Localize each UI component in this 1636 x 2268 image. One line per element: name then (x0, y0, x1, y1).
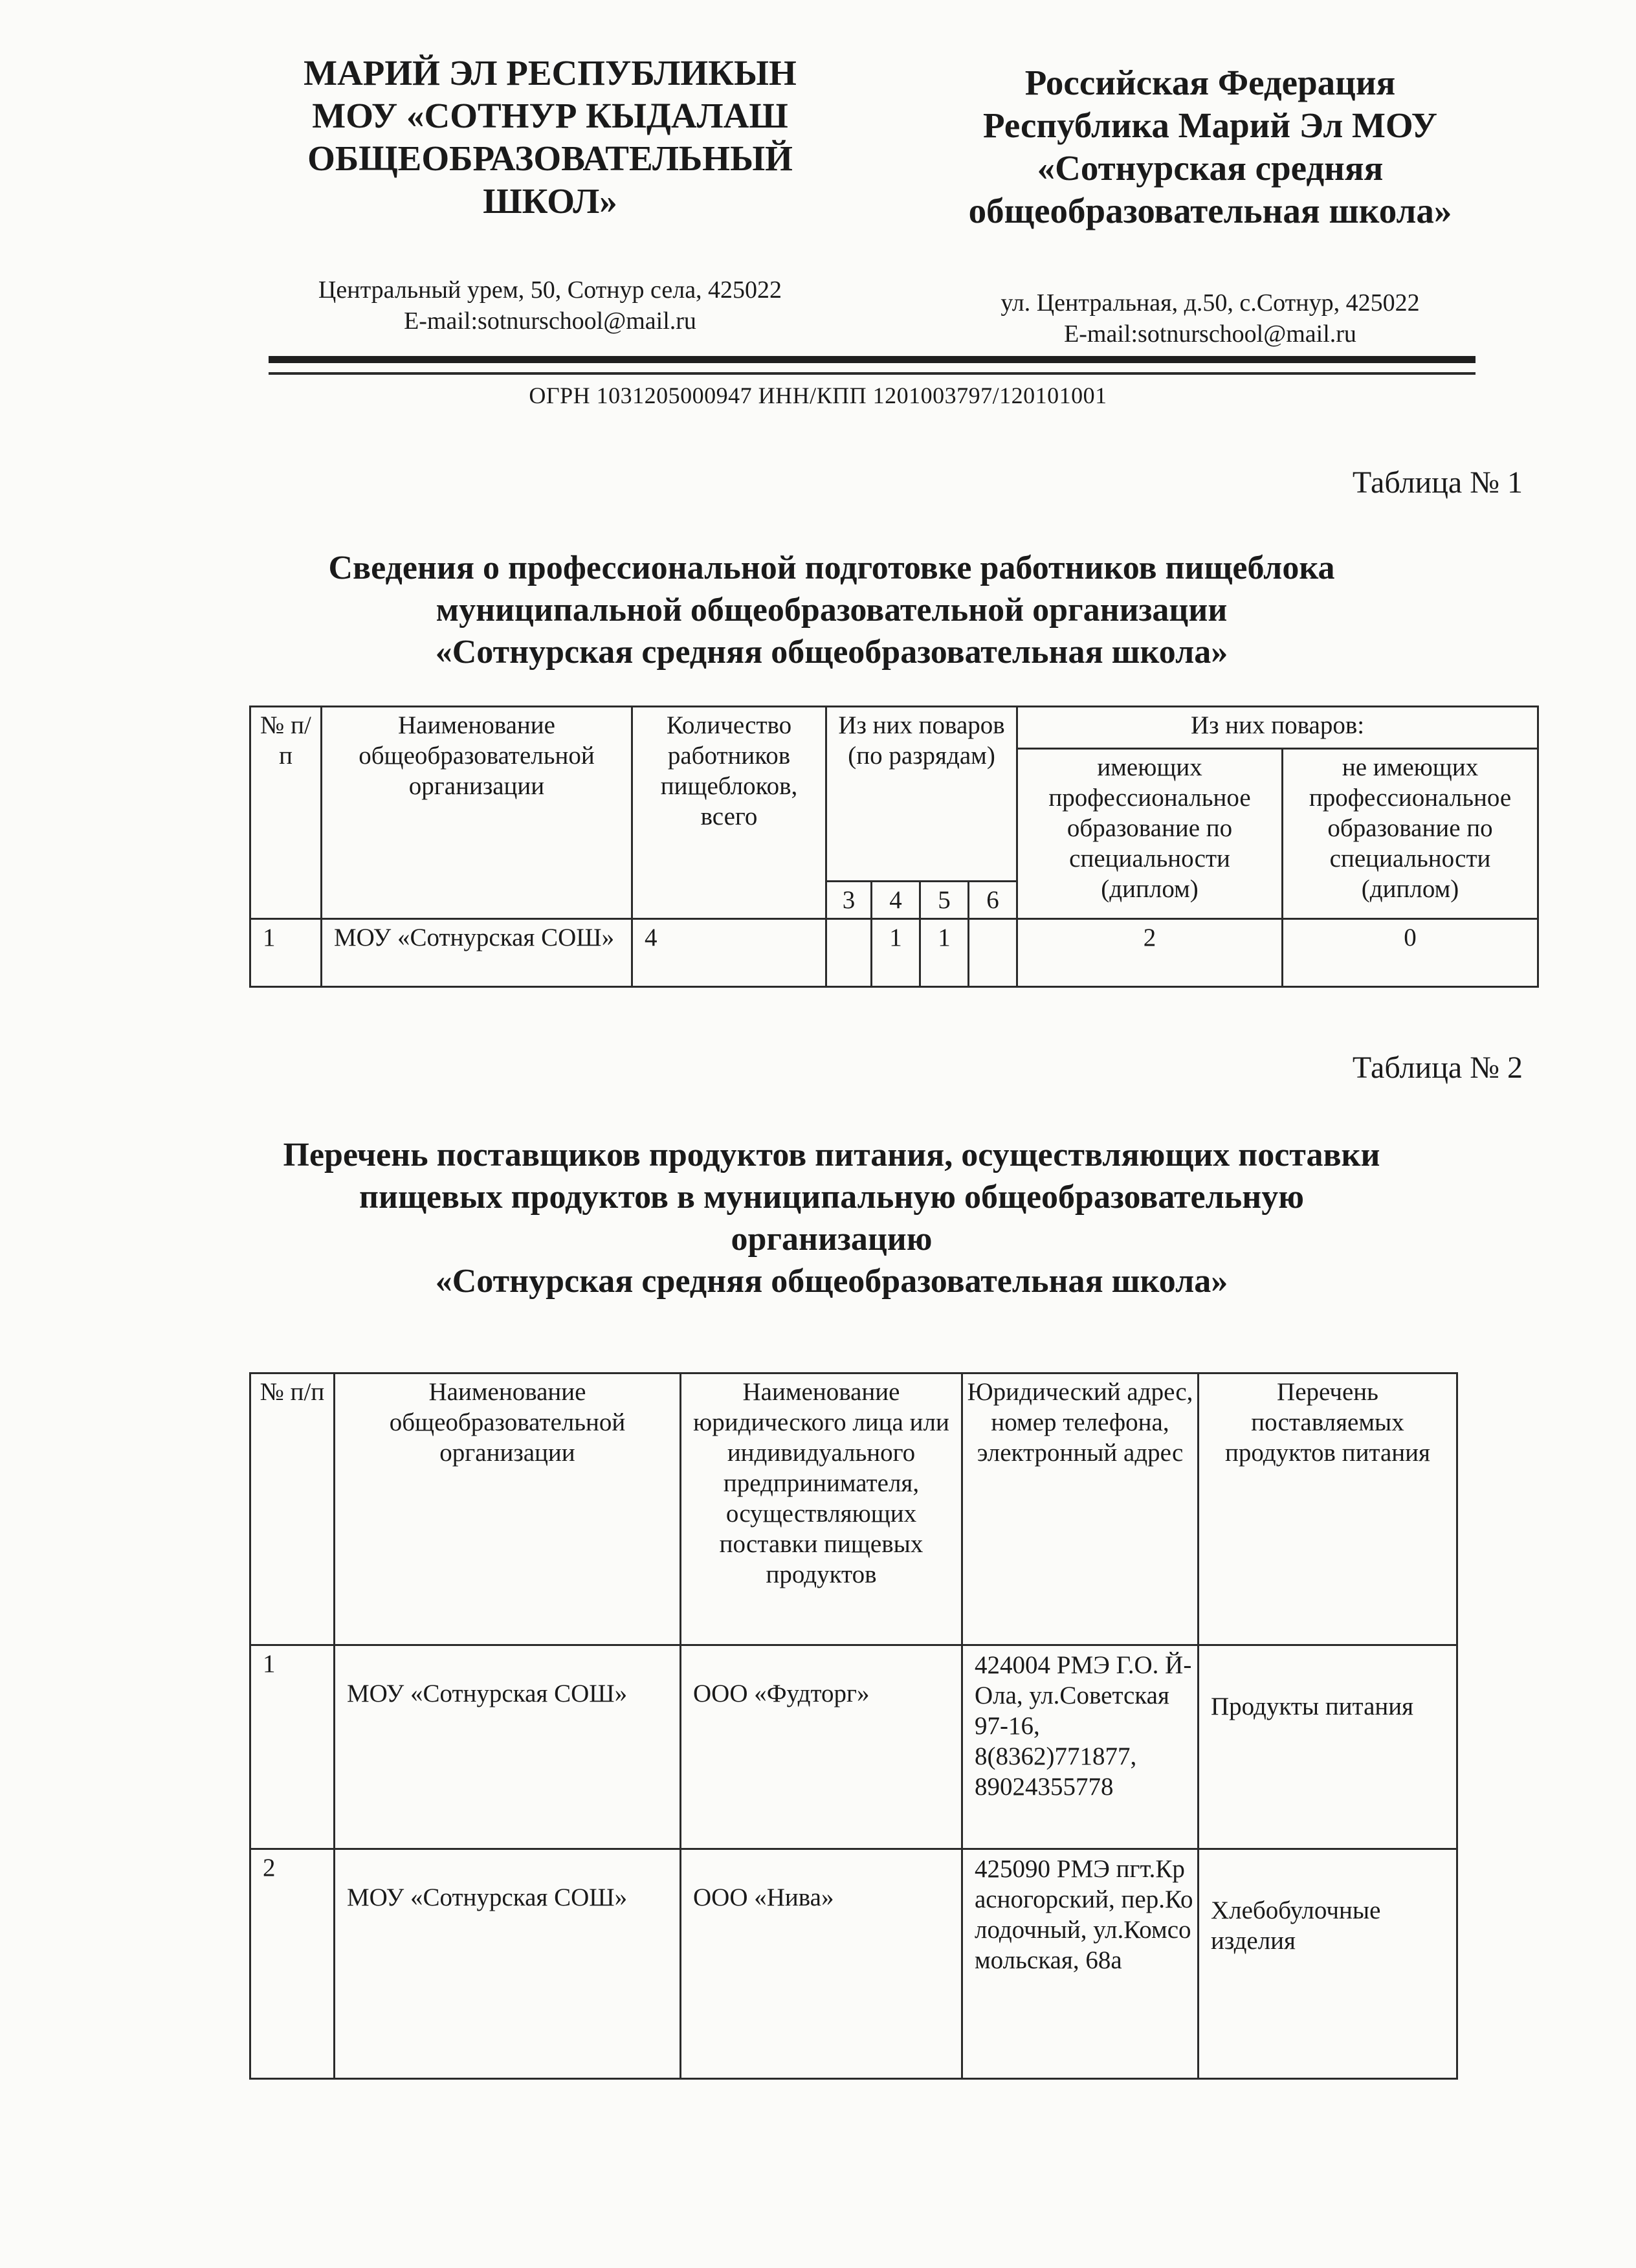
letterhead-left-address: Центральный урем, 50, Сотнур села, 425022 E-mail:sotnurschool@mail.ru (318, 276, 782, 335)
table2 (249, 1372, 1458, 2080)
table1 (249, 706, 1539, 988)
table2-header-products: Перечень поставляемых продуктов питания (1199, 1373, 1457, 1645)
letterhead-left-title: МАРИЙ ЭЛ РЕСПУБЛИКЫН МОУ «СОТНУР КЫДАЛАШ ОБЩЕОБРАЗОВАТЕЛЬНЫЙ ШКОЛ» (304, 53, 797, 221)
table1-cell-g4: 1 (872, 919, 920, 987)
letterhead-right-title: Российская Федерация Республика Марий Эл МОУ «Сотнурская средняя общеобразовательная школа» (968, 63, 1452, 230)
table1-cell-g3 (826, 919, 872, 987)
table1-cell-g6 (969, 919, 1017, 987)
table2-heading: Перечень поставщиков продуктов питания, осуществляющих поставки пищевых продуктов в муниципальную общеобразовательную организацию «Сотнурская средняя общеобразовательная школа» (283, 1137, 1380, 1300)
letterhead-divider-thick (269, 356, 1476, 363)
table2-cell-address: 424004 РМЭ Г.О. Й-Ола, ул.Советская 97-16, 8(8362)771877, 89024355778 (962, 1645, 1199, 1849)
table2-cell-org: МОУ «Сотнурская СОШ» (335, 1645, 681, 1849)
table1-grade-3: 3 (826, 882, 872, 919)
table2-cell-products: Продукты питания (1199, 1645, 1457, 1849)
table1-number: Таблица № 1 (1352, 465, 1523, 500)
table1-heading: Сведения о профессиональной подготовке работников пищеблока муниципальной общеобразовательной организации «Сотнурская средняя общеобразовательная школа» (328, 550, 1335, 671)
table2-cell-supplier: ООО «Фудторг» (681, 1645, 962, 1849)
table1-header-with-edu: имеющих профессиональное образование по специальности (диплом) (1017, 749, 1283, 919)
table2-header-num: № п/п (250, 1373, 335, 1645)
table1-cell-org: МОУ «Сотнурская СОШ» (322, 919, 632, 987)
table1-cell-count: 4 (632, 919, 826, 987)
table2-cell-org: МОУ «Сотнурская СОШ» (335, 1849, 681, 2079)
table1-header-num: № п/п (250, 707, 322, 919)
table2-cell-address: 425090 РМЭ пгт.Красногорский, пер.Колодочный, ул.Комсомольская, 68а (962, 1849, 1199, 2079)
table1-header-without-edu: не имеющих профессиональное образование по специальности (диплом) (1283, 749, 1538, 919)
letterhead-right-address: ул. Центральная, д.50, с.Сотнур, 425022 E-mail:sotnurschool@mail.ru (1000, 289, 1420, 348)
ogrn-line: ОГРН 1031205000947 ИНН/КПП 1201003797/120101001 (529, 383, 1107, 408)
table2-header-supplier: Наименование юридического лица или индивидуального предпринимателя, осуществляющих поставки пищевых продуктов (681, 1373, 962, 1645)
table-row (250, 919, 1538, 987)
letterhead-divider-thin (269, 372, 1476, 375)
table1-header-count: Количество работников пищеблоков, всего (632, 707, 826, 919)
table1-cell-with-edu: 2 (1017, 919, 1283, 987)
table-row (250, 1645, 1457, 1849)
table1-grade-5: 5 (920, 882, 969, 919)
table2-cell-num: 1 (250, 1645, 335, 1849)
table1-cell-without-edu: 0 (1283, 919, 1538, 987)
table1-header-cooks: Из них поваров (по разрядам) (826, 707, 1017, 882)
table1-cell-num: 1 (250, 919, 322, 987)
table1-cell-g5: 1 (920, 919, 969, 987)
table2-number: Таблица № 2 (1352, 1051, 1523, 1085)
letterhead-right (893, 61, 1527, 350)
table1-grade-4: 4 (872, 882, 920, 919)
table2-cell-supplier: ООО «Нива» (681, 1849, 962, 2079)
table1-header-org: Наименование общеобразовательной организации (322, 707, 632, 919)
table2-header-org: Наименование общеобразовательной организации (335, 1373, 681, 1645)
letterhead-left (265, 52, 835, 337)
table1-grade-6: 6 (969, 882, 1017, 919)
table2-header-address: Юридический адрес, номер телефона, электронный адрес (962, 1373, 1199, 1645)
table2-cell-num: 2 (250, 1849, 335, 2079)
table1-header-of-cooks: Из них поваров: (1017, 707, 1538, 749)
table-row (250, 1849, 1457, 2079)
table2-cell-products: Хлебобулочные изделия (1199, 1849, 1457, 2079)
